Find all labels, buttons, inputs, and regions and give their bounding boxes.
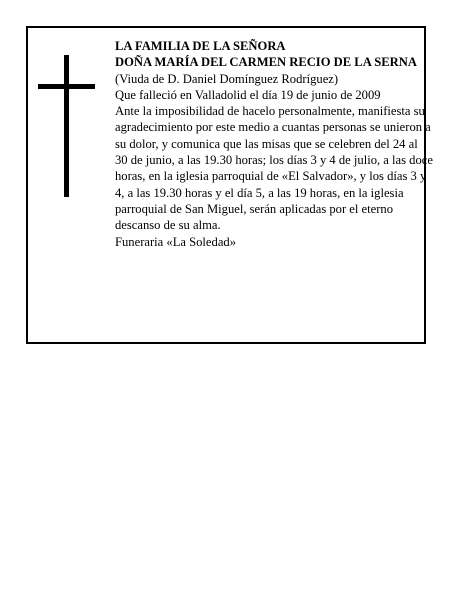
family-heading: LA FAMILIA DE LA SEÑORA bbox=[115, 39, 286, 53]
deceased-name: DOÑA MARÍA DEL CARMEN RECIO DE LA SERNA bbox=[115, 55, 417, 70]
widow-line: (Viuda de D. Daniel Domínguez Rodríguez) bbox=[115, 71, 339, 86]
funeral-home: Funeraria «La Soledad» bbox=[115, 234, 236, 249]
notice-body: Ante la imposibilidad de hacelo personalmente, manifiesta su agradecimiento por este medio a cuantas personas se unieron a su dolor, y comunica que las misas que se celebren del 24 al 30 de junio, a las 19.30 horas; los días 3 y 4 de julio, a las doce horas, en la iglesia parroquial de «El Salvador», y los días 3 y 4, a las 19.30 horas y el día 5, a las 19 horas, en la iglesia parroquial de San Miguel, serán aplicadas por el eterno descanso de su alma. bbox=[115, 104, 433, 233]
notice-text bbox=[115, 38, 433, 250]
cross-icon-arm bbox=[38, 84, 95, 89]
death-line: Que falleció en Valladolid el día 19 de junio de 2009 bbox=[115, 87, 381, 102]
cross-icon bbox=[64, 55, 69, 197]
